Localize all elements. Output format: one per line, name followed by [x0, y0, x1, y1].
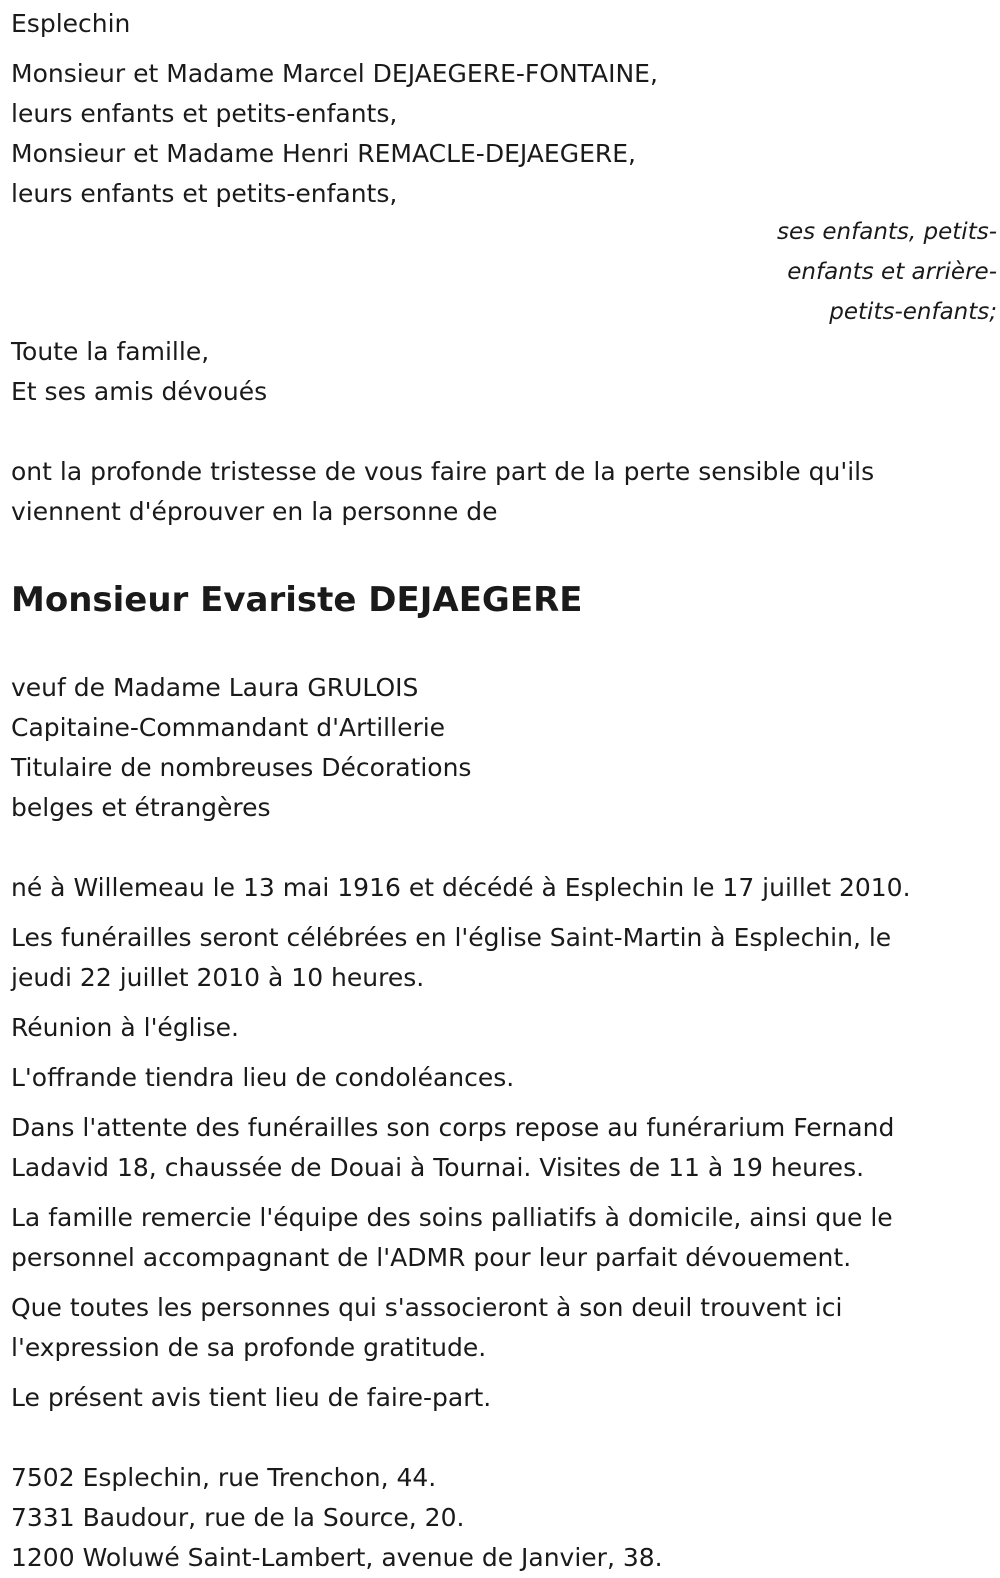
paragraph-line: Le présent avis tient lieu de faire-part. [11, 1383, 492, 1412]
family-line: leurs enfants et petits-enfants, [11, 179, 398, 208]
descendants-line: ses enfants, petits- [776, 219, 997, 245]
spacer [11, 828, 993, 868]
addresses-block [11, 1458, 993, 1578]
paragraph-line: jeudi 22 juillet 2010 à 10 heures. [11, 963, 425, 992]
paragraph-line: l'expression de sa profonde gratitude. [11, 1333, 487, 1362]
place-heading: Esplechin [11, 9, 131, 38]
announcement-block [11, 452, 993, 532]
address-line: 7331 Baudour, rue de la Source, 20. [11, 1503, 465, 1532]
obituary-notice [11, 4, 997, 1578]
descendants-note [11, 212, 997, 332]
paragraph-line: personnel accompagnant de l'ADMR pour leur parfait dévouement. [11, 1243, 852, 1272]
paragraph-line: L'offrande tiendra lieu de condoléances. [11, 1063, 515, 1092]
paragraph-line: Ladavid 18, chaussée de Douai à Tournai. Visites de 11 à 19 heures. [11, 1153, 865, 1182]
title-line: Titulaire de nombreuses Décorations [11, 753, 472, 782]
paragraph-line: Dans l'attente des funérailles son corps repose au funérarium Fernand [11, 1113, 895, 1142]
others-line: Toute la famille, [11, 337, 210, 366]
meeting-paragraph [11, 1008, 993, 1048]
paragraph-line: Les funérailles seront célébrées en l'église Saint-Martin à Esplechin, le [11, 923, 892, 952]
others-block [11, 332, 993, 412]
announcement-line: ont la profonde tristesse de vous faire part de la perte sensible qu'ils [11, 457, 875, 486]
family-line: leurs enfants et petits-enfants, [11, 99, 398, 128]
notice-paragraph [11, 1378, 993, 1418]
deceased-name: Monsieur Evariste DEJAEGERE [11, 580, 583, 620]
titles-block [11, 668, 993, 828]
gratitude-paragraph [11, 1288, 993, 1368]
address-line: 7502 Esplechin, rue Trenchon, 44. [11, 1463, 437, 1492]
paragraph-line: La famille remercie l'équipe des soins palliatifs à domicile, ainsi que le [11, 1203, 893, 1232]
paragraph-line: né à Willemeau le 13 mai 1916 et décédé à Esplechin le 17 juillet 2010. [11, 873, 911, 902]
title-line: Capitaine-Commandant d'Artillerie [11, 713, 446, 742]
title-line: veuf de Madame Laura GRULOIS [11, 673, 419, 702]
address-line: 1200 Woluwé Saint-Lambert, avenue de Janvier, 38. [11, 1543, 663, 1572]
offering-paragraph [11, 1058, 993, 1098]
funerarium-paragraph [11, 1108, 993, 1188]
announcement-line: viennent d'éprouver en la personne de [11, 497, 498, 526]
descendants-line: petits-enfants; [829, 299, 997, 325]
family-line: Monsieur et Madame Henri REMACLE-DEJAEGERE, [11, 139, 636, 168]
descendants-line: enfants et arrière- [787, 259, 997, 285]
family-block [11, 54, 993, 214]
paragraph-line: Réunion à l'église. [11, 1013, 239, 1042]
funeral-paragraph [11, 918, 993, 998]
spacer [11, 412, 993, 452]
thanks-paragraph [11, 1198, 993, 1278]
others-line: Et ses amis dévoués [11, 377, 268, 406]
birth-death-paragraph [11, 868, 993, 908]
paragraph-line: Que toutes les personnes qui s'associeront à son deuil trouvent ici [11, 1293, 843, 1322]
spacer [11, 44, 993, 54]
family-line: Monsieur et Madame Marcel DEJAEGERE-FONTAINE, [11, 59, 658, 88]
spacer [11, 1428, 993, 1458]
title-line: belges et étrangères [11, 793, 271, 822]
